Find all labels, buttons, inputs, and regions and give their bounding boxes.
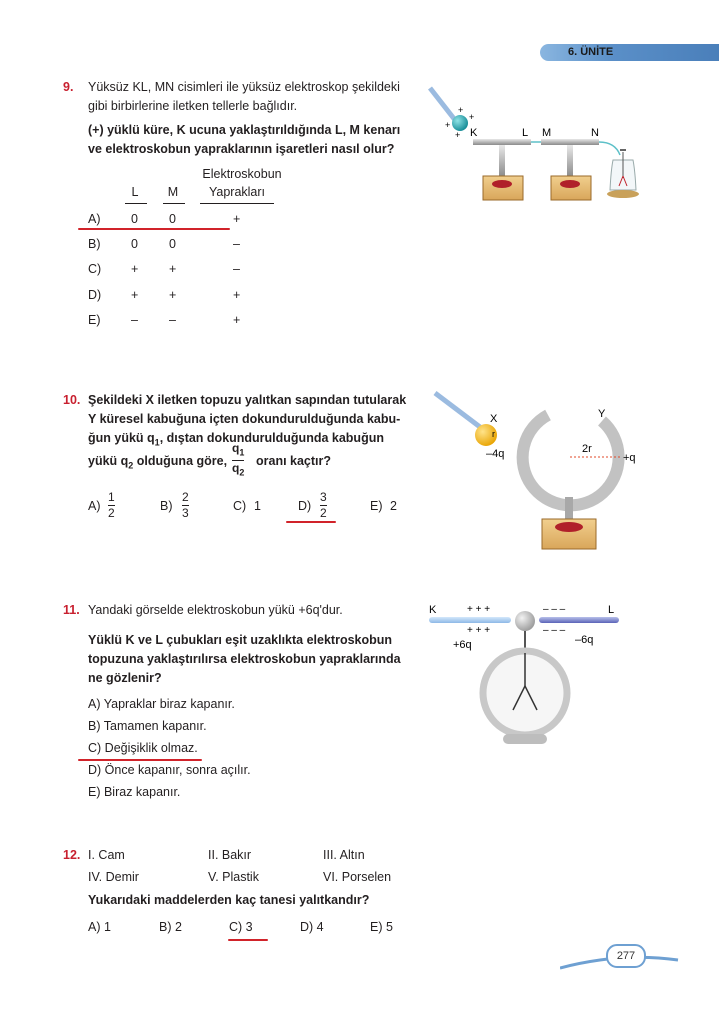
q12-option-c[interactable]: C) 3 — [229, 920, 253, 934]
q10-line-3: ğun yükü $q_1$, dıştan dokundurulduğunda kabuğun — [88, 431, 384, 448]
charged-sphere — [452, 115, 468, 131]
q9-text-2: gibi birbirlerine iletken tellerle bağlıdır. — [88, 99, 298, 113]
rod-l — [539, 617, 619, 623]
q9-row-e: + — [233, 212, 241, 226]
charge-l: –6q — [575, 634, 594, 646]
option-value: 2 — [390, 499, 397, 513]
label-k: K — [470, 127, 478, 139]
q11-option-b[interactable]: B) Tamamen kapanır. — [88, 719, 207, 733]
q12-number: 12. — [63, 848, 81, 862]
plus-sign: + — [455, 130, 461, 140]
charge-x: –4q — [486, 448, 505, 460]
unit-tab: 6. ÜNİTE — [540, 44, 719, 61]
label-x: X — [490, 413, 498, 425]
q9-row-e: – — [233, 262, 240, 276]
q10-line-4-end: oranı kaçtır? — [256, 454, 332, 468]
q11-option-a[interactable]: A) Yapraklar biraz kapanır. — [88, 697, 235, 711]
q9-col-l: L — [131, 185, 139, 199]
q12-option-b[interactable]: B) 2 — [159, 920, 182, 934]
option-label: E) — [370, 499, 383, 513]
shell-y — [523, 415, 619, 505]
q12-answer-mark — [228, 939, 268, 941]
q10-ratio: $\frac{q_1}{q_2}$ — [232, 441, 245, 478]
q9-col-m: M — [167, 185, 179, 199]
label-l: L — [522, 127, 529, 139]
q9-col-e-line1: Elektroskobun — [202, 167, 282, 181]
q9-row-l: 0 — [131, 212, 138, 226]
q9-row-m: 0 — [169, 212, 176, 226]
q9-col-e-rule — [200, 203, 274, 204]
q11-bold-2: topuzuna yaklaştırılırsa elektroskobun yapraklarında — [88, 652, 401, 666]
rod-mn — [541, 139, 599, 145]
q11-bold-3: ne gözlenir? — [88, 671, 162, 685]
plus-sign: + — [458, 105, 464, 115]
option-fraction: $\frac{2}{3}$ — [182, 490, 189, 520]
q9-col-e-line2: Yaprakları — [208, 185, 266, 199]
minus-row-bottom: – – – — [543, 625, 566, 636]
charge-y: +q — [623, 452, 636, 464]
q11-figure — [425, 598, 625, 758]
q9-col-m-rule — [163, 203, 185, 204]
plus-row-top: + + + — [467, 604, 491, 615]
q10-answer-mark — [286, 521, 336, 523]
plus-row-bottom: + + + — [467, 625, 491, 636]
q9-row-l: + — [131, 288, 139, 302]
q9-row-label: C) — [88, 262, 102, 276]
rod-kl — [473, 139, 531, 145]
q9-answer-mark — [78, 228, 230, 230]
plus-sign: + — [469, 112, 475, 122]
q9-row-e: + — [233, 288, 241, 302]
q10-line-4: yükü $q_2$ olduğuna göre, — [88, 454, 228, 471]
q11-bold-1: Yüklü K ve L çubukları eşit uzaklıkta elektroskobun — [88, 633, 393, 647]
q10-line-1: Şekildeki X iletken topuzu yalıtkan sapından tutularak — [88, 393, 407, 407]
q12-item-1: I. Cam — [88, 848, 125, 862]
q9-row-l: – — [131, 313, 138, 327]
label-l: L — [608, 604, 615, 616]
option-label: B) — [160, 499, 173, 513]
option-value: 1 — [254, 499, 261, 513]
insulating-handle — [430, 88, 455, 120]
q9-row-label: B) — [88, 237, 101, 251]
q11-option-c[interactable]: C) Değişiklik olmaz. — [88, 741, 198, 755]
q11-line-1: Yandaki görselde elektroskobun yükü +6q'dur. — [88, 603, 343, 617]
option-fraction: $\frac{3}{2}$ — [320, 490, 327, 520]
q9-row-m: + — [169, 262, 177, 276]
q10-line-2: Y küresel kabuğuna içten dokundurulduğunda kabu- — [88, 412, 401, 426]
q9-row-m: 0 — [169, 237, 176, 251]
minus-row-top: – – – — [543, 604, 566, 615]
q12-item-3: III. Altın — [323, 848, 365, 862]
knob — [515, 611, 535, 631]
q9-col-l-rule — [125, 203, 147, 204]
option-label: A) — [88, 499, 101, 513]
q10-figure — [430, 385, 660, 555]
insulating-handle — [435, 393, 480, 427]
page-number: 277 — [606, 944, 646, 968]
charge-k: +6q — [453, 639, 472, 651]
q12-item-2: II. Bakır — [208, 848, 252, 862]
q11-answer-mark — [78, 759, 202, 761]
q9-row-e: + — [233, 313, 241, 327]
label-n: N — [591, 127, 599, 139]
q9-figure — [425, 80, 715, 210]
q12-question: Yukarıdaki maddelerden kaç tanesi yalıtkandır? — [88, 893, 370, 907]
q9-row-m: – — [169, 313, 176, 327]
label-k: K — [429, 604, 437, 616]
q12-item-4: IV. Demir — [88, 870, 139, 884]
q9-row-label: D) — [88, 288, 102, 302]
q12-item-5: V. Plastik — [208, 870, 259, 884]
q9-row-label: E) — [88, 313, 101, 327]
option-label: C) — [233, 499, 247, 513]
q9-row-l: 0 — [131, 237, 138, 251]
q10-number: 10. — [63, 393, 81, 407]
q9-number: 9. — [63, 80, 74, 94]
option-label: D) — [298, 499, 312, 513]
q11-option-e[interactable]: E) Biraz kapanır. — [88, 785, 181, 799]
q12-item-6: VI. Porselen — [323, 870, 392, 884]
rod-k — [429, 617, 511, 623]
q12-option-e[interactable]: E) 5 — [370, 920, 393, 934]
q9-row-m: + — [169, 288, 177, 302]
q9-bold-2: ve elektroskobun yapraklarının işaretleri nasıl olur? — [88, 142, 395, 156]
label-y: Y — [598, 408, 606, 420]
q11-number: 11. — [63, 603, 80, 617]
option-fraction: $\frac{1}{2}$ — [108, 490, 115, 520]
q9-text-1: Yüksüz KL, MN cisimleri ile yüksüz elektroskop şekildeki — [88, 80, 400, 94]
label-2r: 2r — [582, 443, 592, 455]
q9-row-label: A) — [88, 212, 101, 226]
q12-option-a[interactable]: A) 1 — [88, 920, 111, 934]
q12-option-d[interactable]: D) 4 — [300, 920, 324, 934]
q9-row-e: – — [233, 237, 240, 251]
q11-option-d[interactable]: D) Önce kapanır, sonra açılır. — [88, 763, 251, 777]
label-m: M — [542, 127, 552, 139]
plus-sign: + — [445, 120, 451, 130]
q9-bold-1: (+) yüklü küre, K ucuna yaklaştırıldığında L, M kenarı — [88, 123, 401, 137]
label-r: r — [492, 429, 495, 439]
q9-row-l: + — [131, 262, 139, 276]
